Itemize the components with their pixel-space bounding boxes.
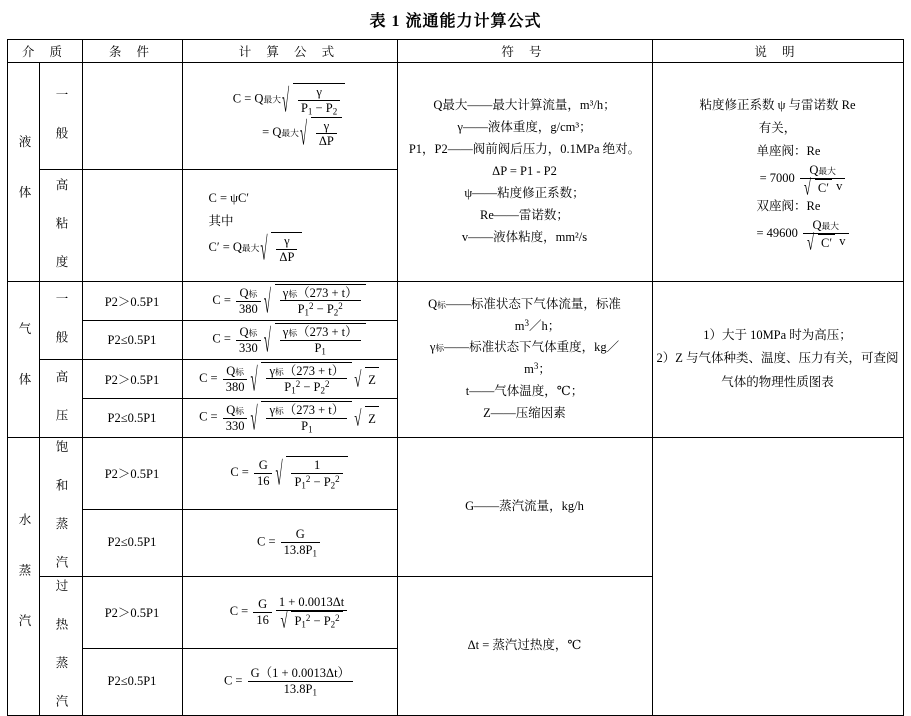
symbol-line: ΔP = P1 - P2 [492,164,557,179]
condition-cell-empty [82,63,182,170]
symbol-line: Z——压缩因素 [483,406,566,421]
column-header-description: 说 明 [652,40,903,63]
subtype-label-high-viscosity: 高 粘 度 [40,170,82,282]
symbol-line: $m^3$； [524,361,551,377]
formula-superheated-steam-1: C = $\frac{G}{16}$ 1 + 0.0013Δt √ $P_1^2 - P_2^2$ [182,576,397,648]
table-row [8,63,903,170]
description-line: = 49600 Q最大 √ C′ v [656,218,900,250]
description-steam-empty [652,437,903,715]
symbol-line: Q标——标准状态下气体流量，标准 [428,296,621,311]
description-line: 双座阀：Re [756,199,821,214]
description-line: 有关， [758,121,797,136]
formula-gas-high-pressure-2: C = $\frac{\text{Q标}}{330}$ √ $\frac{\text{γ标（273 + t）}}{P_1}$ √ Z [182,399,397,437]
formula-saturated-steam-1: C = $\frac{G}{16}$ √ $\frac{1}{P_1^2 - P_2^2}$ [182,437,397,509]
symbol-line: γ——液体重度，g/cm³； [457,120,592,135]
symbol-line: t——气体温度，℃； [465,384,584,399]
symbols-gas [397,282,652,438]
subtype-label-saturated-steam: 饱 和 蒸 汽 [40,437,82,576]
subtype-label-superheated-steam: 过 热 蒸 汽 [40,576,82,715]
symbol-line: Q最大——最大计算流量，m³/h； [433,98,616,113]
symbols-saturated-steam: G——蒸汽流量，kg/h [397,437,652,576]
description-line: 2）Z 与气体种类、温度、压力有关，可查阅气体的物理性质图表 [656,351,899,390]
subtype-label-gas-high-pressure: 高 压 [40,359,82,437]
condition-gas-4: P2≤0.5P1 [82,399,182,437]
formula-gas-high-pressure-1: C = $\frac{\text{Q标}}{380}$ √ $\frac{\text{γ标（273 + t）}}{P_1^2 - P_2^2}$ √ Z [182,359,397,398]
symbol-line: γ标——标准状态下气体重度，kg／ [429,340,620,355]
symbol-line: $m^3/h$； [514,317,561,333]
condition-gas-2: P2≤0.5P1 [82,321,182,359]
table-body [8,63,903,716]
symbol-line: Re——雷诺数； [480,207,569,222]
flow-capacity-formula-table [7,39,903,716]
condition-cell-empty [82,170,182,282]
medium-label-liquid: 液 体 [8,63,40,282]
column-header-formula: 计 算 公 式 [182,40,397,63]
condition-steam-3: P2＞0.5P1 [82,576,182,648]
description-liquid [652,63,903,282]
description-line: 1）大于 10MPa 时为高压； [703,327,852,342]
symbols-liquid [397,63,652,282]
column-header-symbol: 符 号 [397,40,652,63]
medium-label-steam: 水 蒸 汽 [8,437,40,715]
formula-saturated-steam-2: C = $\frac{G}{13.8P_1}$ [182,510,397,577]
formula-gas-general-2: C = $\frac{\text{Q标}}{330}$ √ $\frac{\text{γ标（273 + t）}}{P_1}$ [182,321,397,359]
symbol-line: v——液体粘度，mm²/s [461,229,588,244]
symbol-line: P1，P2——阀前阀后压力，0.1MPa 绝对。 [408,142,641,157]
table-header-row [8,40,903,63]
description-line: = 7000 Q最大 √ C′ v [656,163,900,195]
formula-superheated-steam-2: C = $\frac{G(1 + 0.0013\Delta t)}{13.8P_1}$ [182,649,397,716]
column-header-medium: 介 质 [8,40,82,63]
table-row [8,437,903,509]
medium-label-gas: 气 体 [8,282,40,438]
subtype-label-general: 一 般 [40,63,82,170]
subtype-label-gas-general: 一 般 [40,282,82,360]
table-header [8,40,903,63]
column-header-condition: 条 件 [82,40,182,63]
condition-steam-2: P2≤0.5P1 [82,510,182,577]
description-line: 粘度修正系数 ψ 与雷诺数 Re [699,98,856,112]
condition-gas-1: P2＞0.5P1 [82,282,182,321]
formula-liquid-general: C = Q最大 √ $\frac{\gamma}{P_1 - P_2}$ = Q最大 √ $\frac{\gamma}{\Delta P}$ [182,63,397,170]
condition-gas-3: P2＞0.5P1 [82,359,182,398]
table-row [8,282,903,321]
description-gas [652,282,903,438]
symbol-line: ψ——粘度修正系数； [464,185,585,200]
page-title: 表 1 流通能力计算公式 [369,13,542,30]
condition-steam-4: P2≤0.5P1 [82,649,182,716]
description-line: 单座阀：Re [756,144,821,159]
formula-gas-general-1: C = $\frac{\text{Q标}}{380}$ √ $\frac{\text{γ标（273 + t）}}{P_1^2 - P_2^2}$ [182,282,397,321]
formula-liquid-high-viscosity: C = ψC′ 其中 C′ = Q最大 √ $\frac{\gamma}{\Delta P}$ [182,170,397,282]
symbols-superheated-steam: Δt = 蒸汽过热度，℃ [397,576,652,715]
condition-steam-1: P2＞0.5P1 [82,437,182,509]
